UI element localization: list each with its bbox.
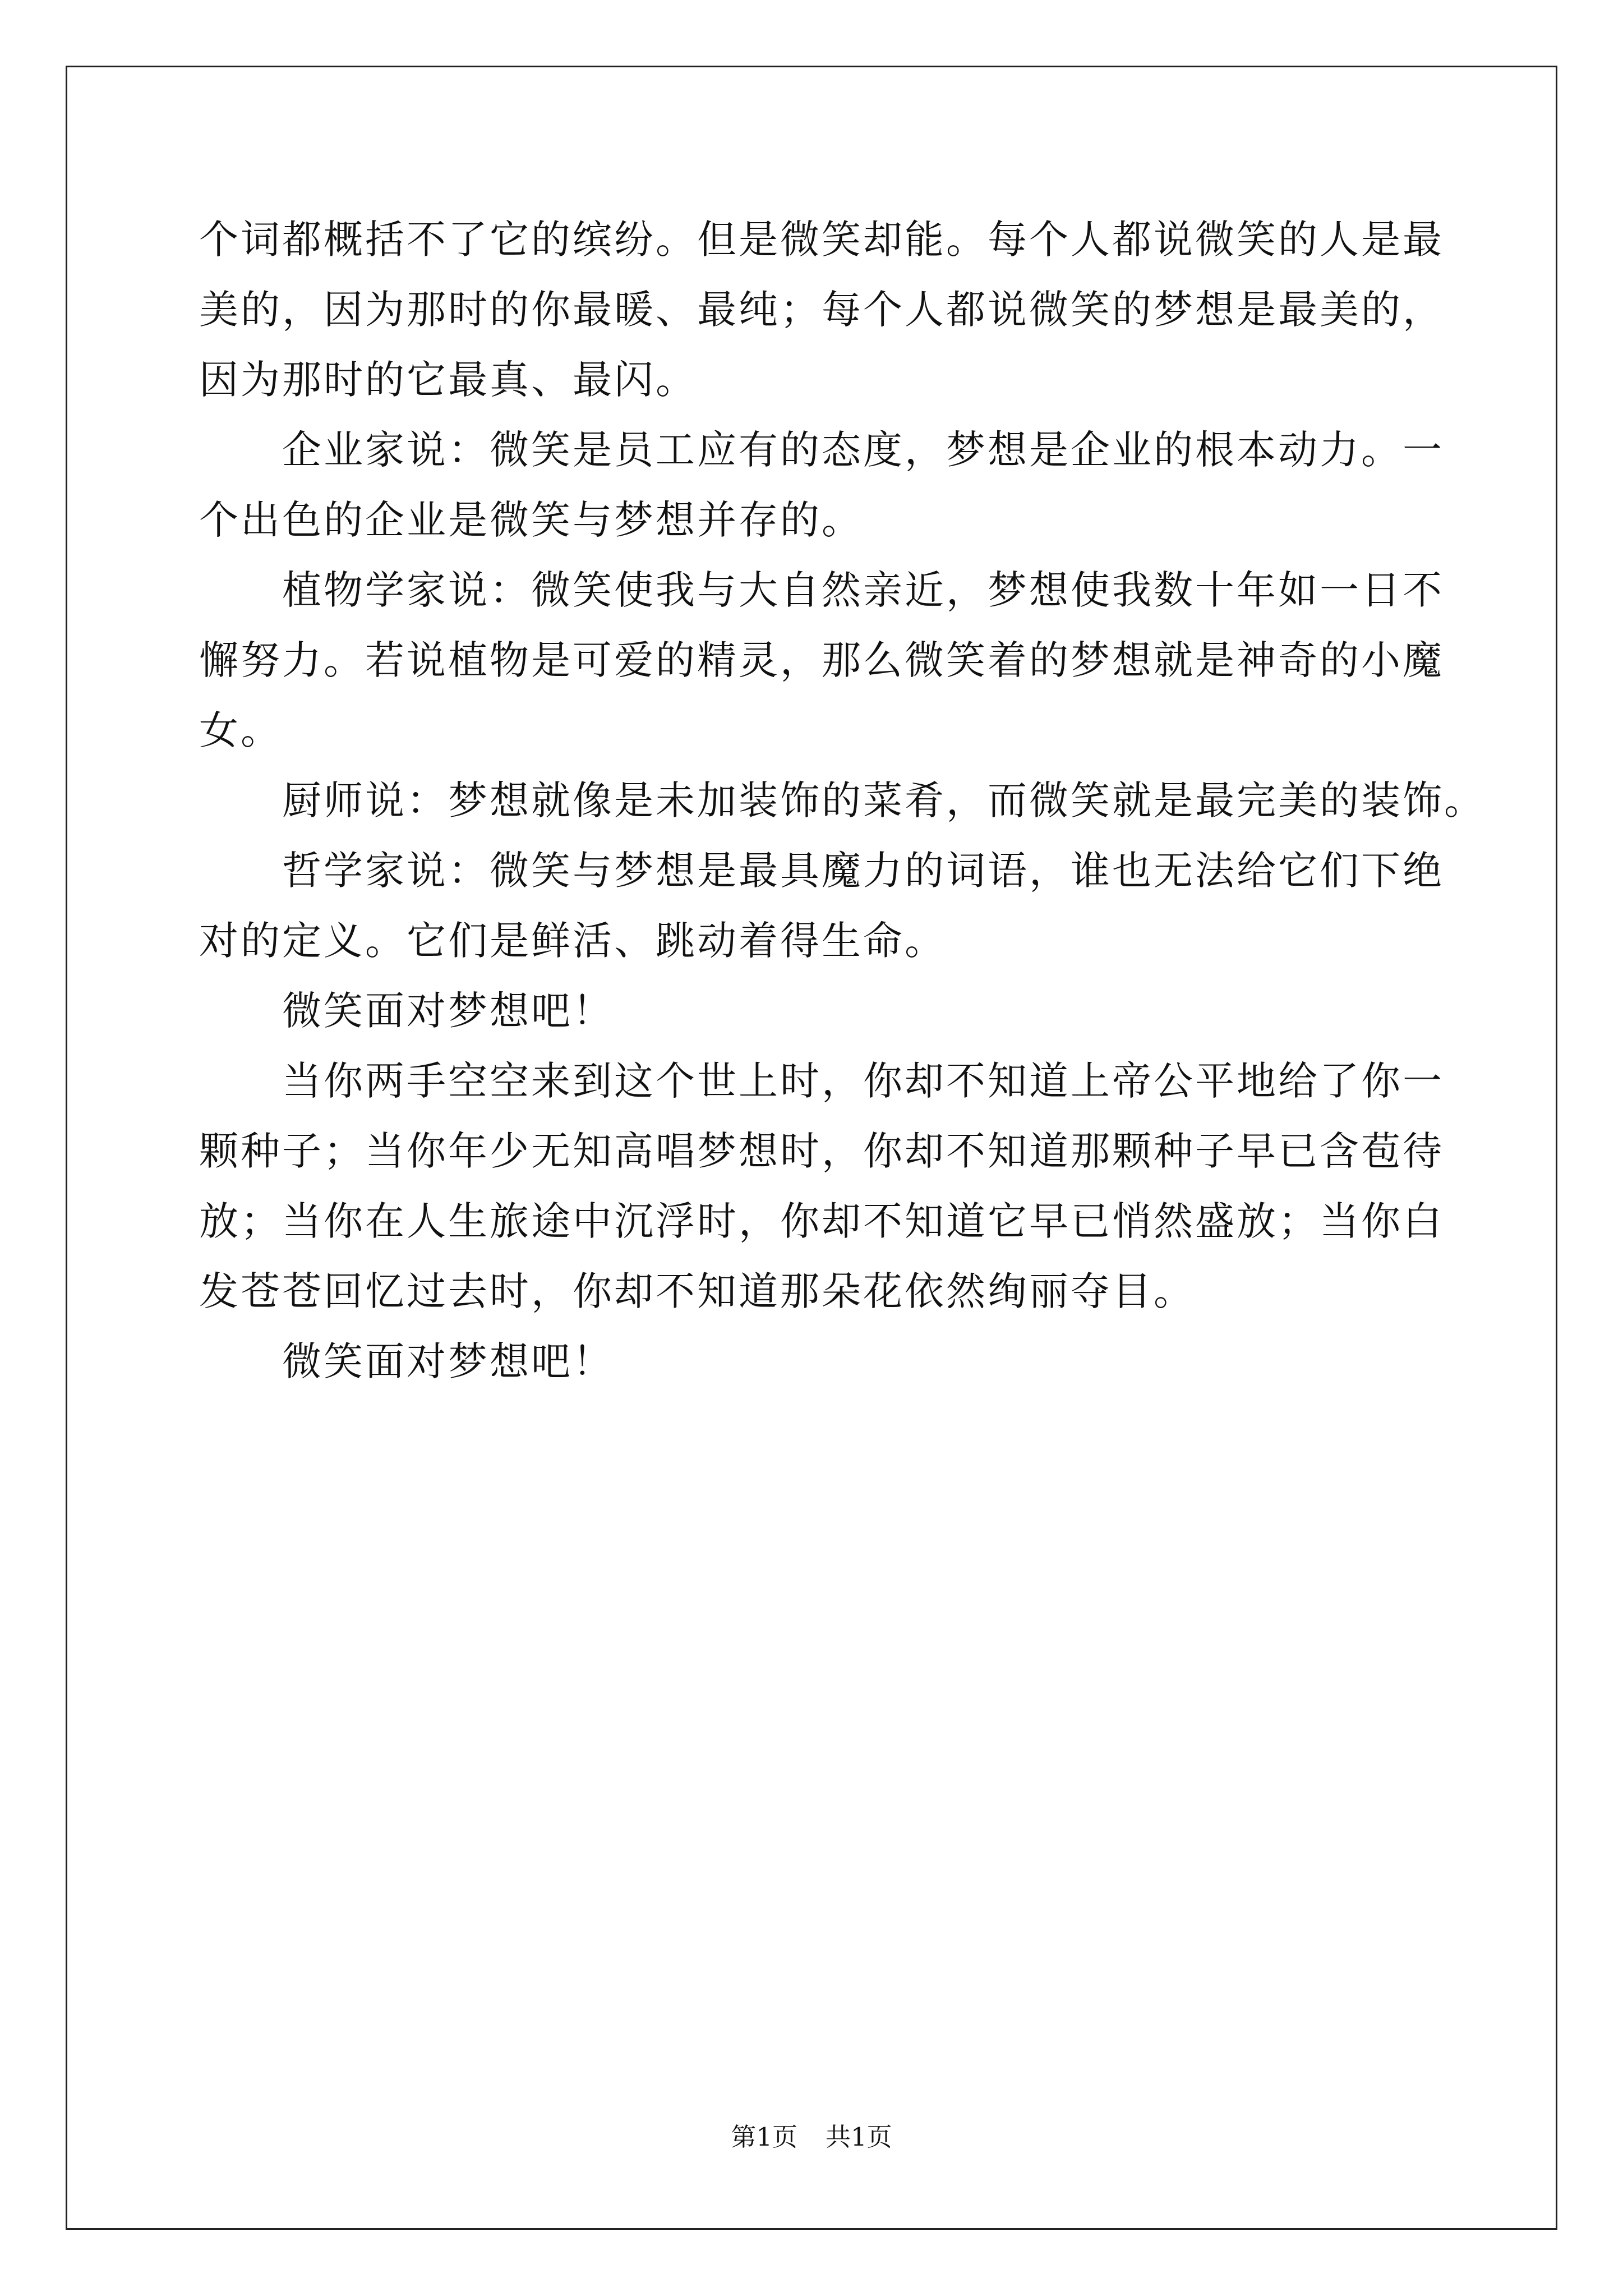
- paragraph-first-line: 当你两手空空来到这个世上时，你却不知道上帝公平地给了你一: [282, 1058, 1444, 1104]
- text-line: 对的定义。它们是鲜活、跳动着得生命。: [199, 918, 946, 964]
- paragraph-first-line: 植物学家说：微笑使我与大自然亲近，梦想使我数十年如一日不: [282, 567, 1444, 613]
- page-total: 共1页: [826, 2122, 892, 2152]
- text-line: 因为那时的它最真、最闪。: [199, 357, 697, 403]
- paragraph-first-line: 微笑面对梦想吧！: [282, 988, 614, 1034]
- text-line: 懈努力。若说植物是可爱的精灵，那么微笑着的梦想就是神奇的小魔: [199, 637, 1444, 683]
- page-footer: [0, 2120, 1623, 2154]
- text-line: 放；当你在人生旅途中沉浮时，你却不知道它早已悄然盛放；当你白: [199, 1198, 1444, 1244]
- text-line: 女。: [199, 707, 282, 753]
- text-line: 颗种子；当你年少无知高唱梦想时，你却不知道那颗种子早已含苞待: [199, 1128, 1444, 1174]
- text-line: 个出色的企业是微笑与梦想并存的。: [199, 497, 863, 543]
- text-line: 个词都概括不了它的缤纷。但是微笑却能。每个人都说微笑的人是最: [199, 217, 1444, 263]
- document-body: [199, 205, 1486, 1397]
- text-line: 美的，因为那时的你最暖、最纯；每个人都说微笑的梦想是最美的，: [199, 287, 1444, 333]
- paragraph-first-line: 哲学家说：微笑与梦想是最具魔力的词语，谁也无法给它们下绝: [282, 848, 1444, 894]
- text-line: 发苍苍回忆过去时，你却不知道那朵花依然绚丽夺目。: [199, 1268, 1195, 1314]
- paragraph-first-line: 企业家说：微笑是员工应有的态度，梦想是企业的根本动力。一: [282, 427, 1444, 473]
- paragraph-first-line: 厨师说：梦想就像是未加装饰的菜肴，而微笑就是最完美的装饰。: [282, 777, 1486, 823]
- page-number: 第1页: [731, 2122, 797, 2152]
- paragraph-first-line: 微笑面对梦想吧！: [282, 1338, 614, 1384]
